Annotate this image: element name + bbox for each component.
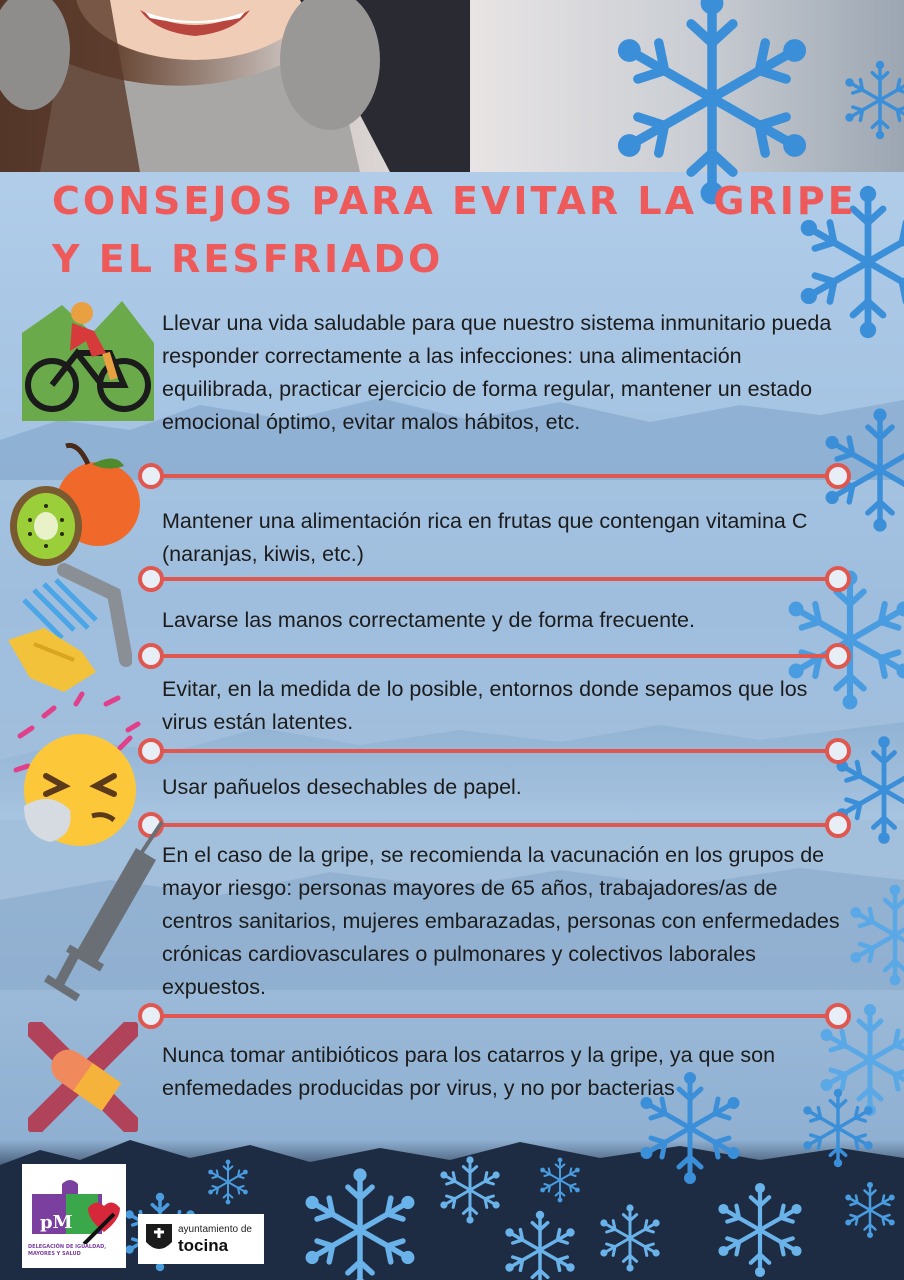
divider — [137, 1002, 852, 1030]
tip-vaccination: En el caso de la gripe, se recomienda la vacunación en los grupos de mayor riesgo: personas mayores de 65 años, trabajadores/as de centros sanitarios, mujeres embarazadas, personas con enfermedades crónicas cardiovasculares o pulmonares y colectivos laborales expuestos. — [162, 843, 840, 999]
ayuntamiento-tocina-logo — [138, 1214, 264, 1264]
syringe-icon — [44, 818, 170, 1010]
poster-title — [52, 172, 872, 288]
tip-healthy-life: Llevar una vida saludable para que nuestro sistema inmunitario pueda responder correctamente a las infecciones: una alimentación equilibrada, practicar ejercicio de forma regular, mantener un estado emocional óptimo, evitar malos hábitos, etc. — [162, 311, 832, 434]
fruit-icon — [6, 438, 142, 570]
logo-town-name: tocina — [178, 1236, 229, 1255]
divider — [137, 642, 852, 670]
tip-wash-hands: Lavarse las manos correctamente y de forma frecuente. — [162, 608, 695, 632]
logo-ayuntamiento-label: ayuntamiento de — [178, 1224, 252, 1235]
divider — [137, 565, 852, 593]
cyclist-icon — [22, 293, 154, 421]
logo-mark: pM — [40, 1212, 73, 1233]
tip-vitamin-c: Mantener una alimentación rica en frutas que contengan vitamina C (naranjas, kiwis, etc.) — [162, 509, 808, 566]
coat-of-arms-icon — [144, 1222, 174, 1256]
tip-avoid-environments: Evitar, en la medida de lo posible, entornos donde sepamos que los virus están latentes. — [162, 677, 808, 734]
title-line-1: CONSEJOS PARA EVITAR LA GRIPE — [52, 179, 857, 223]
logo-caption: DELEGACIÓN DE IGUALDAD, MAYORES Y SALUD — [28, 1244, 107, 1257]
puzzle-heart-emblem — [22, 1164, 126, 1244]
title-line-2: Y EL RESFRIADO — [52, 237, 444, 281]
tip-no-antibiotics: Nunca tomar antibióticos para los catarros y la gripe, ya que son enfemedades producidas por virus, y no por bacterias — [162, 1043, 776, 1100]
handwashing-icon — [4, 560, 132, 696]
divider — [137, 737, 852, 765]
tip-tissues: Usar pañuelos desechables de papel. — [162, 775, 522, 799]
divider — [137, 462, 852, 490]
crossed-pill-icon — [28, 1022, 138, 1132]
igualdad-logo — [22, 1164, 126, 1268]
divider — [137, 811, 852, 839]
